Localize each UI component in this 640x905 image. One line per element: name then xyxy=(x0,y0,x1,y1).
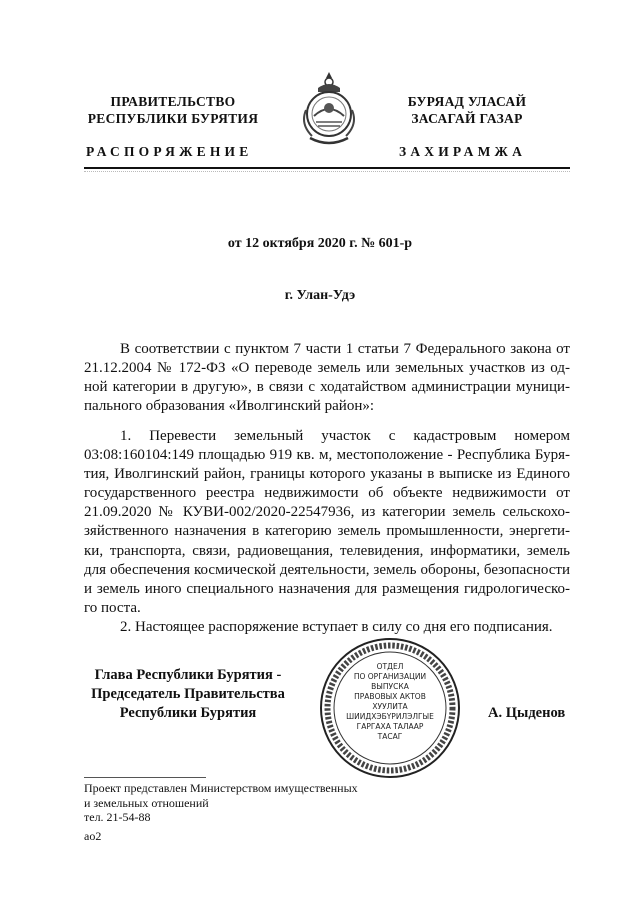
stamp-text xyxy=(342,662,438,742)
government-name-bur xyxy=(372,93,562,127)
government-name-bur-line2: ЗАСАГАЙ ГАЗАР xyxy=(411,111,523,126)
stamp-line: ШИИДХЭБҮРИЛЭЛГЫЕ xyxy=(346,712,434,721)
preamble-line: 21.12.2004 № 172-ФЗ «О переводе земель или земельных участков из од- xyxy=(84,360,570,377)
stamp-line: ГАРГАХА ТАЛААР xyxy=(356,722,424,731)
item-1-line: ки, транспорта, связи, радиовещания, телевидения, информатики, земель xyxy=(84,542,570,559)
doc-type-ru: РАСПОРЯЖЕНИЕ xyxy=(86,144,253,159)
item-1-line: и земель иного специального назначения для размещения гидрологическо- xyxy=(84,580,570,597)
doc-type-bur: ЗАХИРАМЖА xyxy=(399,144,527,159)
stamp-line: ТАСАГ xyxy=(377,732,403,741)
item-1-line: го поста. xyxy=(84,599,141,616)
government-name-ru-line1: ПРАВИТЕЛЬСТВО xyxy=(110,94,236,109)
stamp-line: ПРАВОВЫХ АКТОВ xyxy=(354,692,426,701)
preamble-line: В соответствии с пунктом 7 части 1 статьи 7 Федерального закона от xyxy=(120,341,570,357)
item-2-line: 2. Настоящее распоряжение вступает в силу со дня его подписания. xyxy=(120,619,553,635)
stamp-line: ВЫПУСКА xyxy=(371,682,409,691)
document-city: г. Улан-Удэ xyxy=(284,288,356,303)
stamp-line: ОТДЕЛ xyxy=(376,662,404,671)
header-divider-dotted xyxy=(84,171,570,172)
buryatia-coat-of-arms-icon xyxy=(296,70,362,148)
item-1-line: зяйственного назначения в категорию земель промышленности, энергети- xyxy=(84,523,570,540)
item-1-line: 21.09.2020 № КУВИ-002/2020-22547936, из категории земель сельскохо- xyxy=(84,504,570,521)
item-1-line: для обеспечения космической деятельности, земель обороны, безопасности xyxy=(84,561,570,578)
footer-note xyxy=(84,781,358,825)
government-name-bur-line1: БУРЯАД УЛАСАЙ xyxy=(407,94,527,109)
preamble-line: пального образования «Иволгинский район»: xyxy=(84,398,375,415)
preamble-paragraph xyxy=(84,340,570,416)
item-1-line: 1. Перевести земельный участок с кадастровым номером xyxy=(120,428,570,444)
signatory-title-line1: Глава Республики Бурятия - xyxy=(94,667,282,683)
item-1-paragraph xyxy=(84,427,570,618)
government-name-ru-line2: РЕСПУБЛИКИ БУРЯТИЯ xyxy=(87,111,259,126)
item-2-paragraph xyxy=(84,618,570,637)
signatory-title-line2: Председатель Правительства xyxy=(91,686,285,702)
stamp-line: ХУУЛИТА xyxy=(372,702,408,711)
government-name-ru xyxy=(78,93,268,127)
item-1-line: государственного реестра недвижимости об объекте недвижимости от xyxy=(84,485,570,502)
footer-line2: и земельных отношений xyxy=(84,795,209,810)
document-date-number: от 12 октября 2020 г. № 601-р xyxy=(227,236,413,251)
header-divider xyxy=(84,167,570,169)
footer-line1: Проект представлен Министерством имущественных xyxy=(84,781,358,795)
footer-line3: тел. 21-54-88 xyxy=(84,810,151,824)
signatory-title xyxy=(74,666,302,723)
item-1-line: тия, Иволгинский район, границы которого указаны в выписке из Единого xyxy=(84,466,570,483)
official-stamp xyxy=(318,636,462,780)
footer-divider xyxy=(84,777,206,778)
footer-code: ао2 xyxy=(84,829,102,843)
signatory-name: А. Цыденов xyxy=(488,705,566,721)
preamble-line: ной категории в другую», в связи с ходатайством администрации муници- xyxy=(84,379,570,396)
stamp-line: ПО ОРГАНИЗАЦИИ xyxy=(353,672,427,681)
item-1-line: 03:08:160104:149 площадью 919 кв. м, местоположение - Республика Буря- xyxy=(84,447,570,464)
signatory-title-line3: Республики Бурятия xyxy=(119,705,257,721)
